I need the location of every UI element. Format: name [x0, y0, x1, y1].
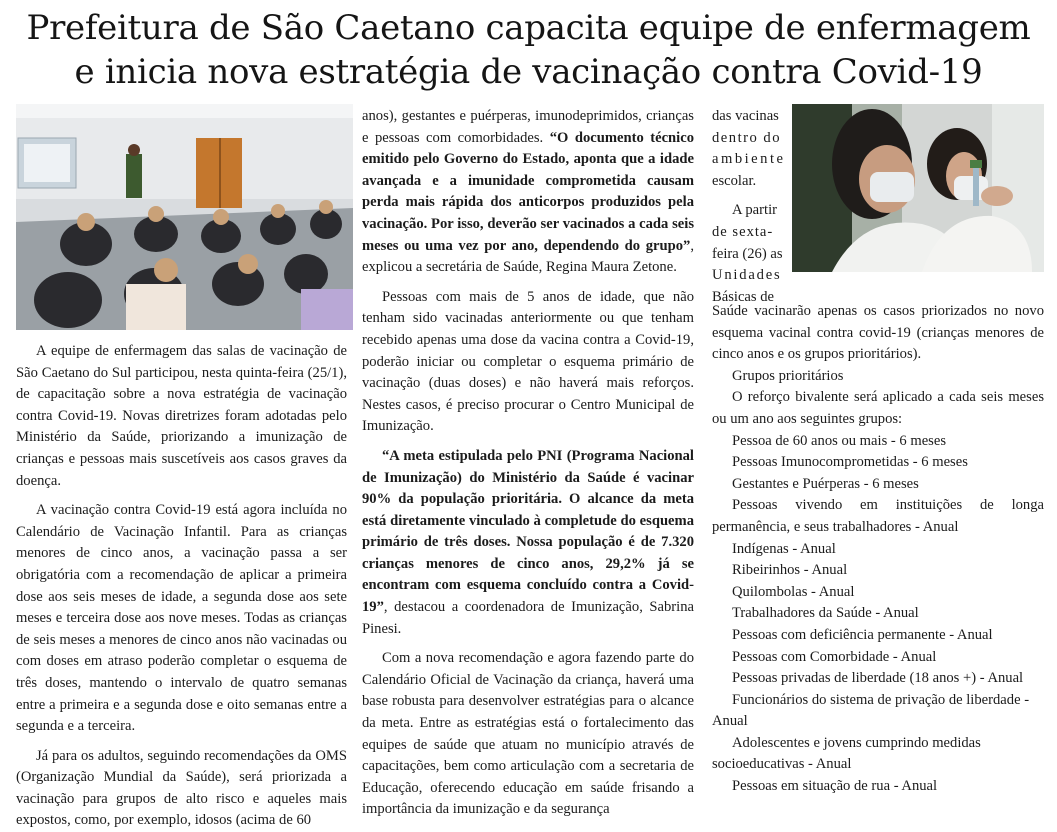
article-column-2	[362, 106, 694, 821]
list-item: Funcionários do sistema de privação de liberdade - Anual	[712, 691, 1030, 730]
quote-secretary: “O documento técnico emitido pelo Governo do Estado, aponta que a idade avançada e a imunidade comprometida causam perda mais rápida dos anticorpos produzidos pela vacinação. Por isso, deverão ser vacinados a cada seis meses ou uma vez por ano, dependendo do grupo”	[362, 129, 694, 254]
paragraph: Já para os adultos, seguindo recomendações da OMS (Organização Mundial da Saúde), será priorizada a vacinação para grupos de alto risco e aqueles mais expostos, como, por exemplo, idosos (acima de 60	[16, 747, 347, 829]
paragraph	[362, 106, 694, 279]
article-column-3	[712, 301, 1044, 798]
article-column-3-wrap	[712, 106, 788, 308]
article-headline	[0, 6, 1057, 94]
list-item: Pessoas com Comorbidade - Anual	[732, 648, 937, 665]
text-line: feira (26) as	[712, 245, 783, 262]
list-item: Trabalhadores da Saúde - Anual	[732, 605, 919, 622]
list-item: Pessoas privadas de liberdade (18 anos +) - Anual	[732, 670, 1024, 687]
list-item: Ribeirinhos - Anual	[732, 562, 848, 579]
vaccination-photo	[792, 104, 1044, 272]
paragraph: Com a nova recomendação e agora fazendo parte do Calendário Oficial de Vacinação da criança, haverá uma base robusta para desenvolver estratégias para o alcance da meta. Entre as estratégias está o fortalecimento das equipes de saúde que atuam no município através de capacitações, bem como articulação com a secretaria de Educação, oferecendo educação em saúde frisando a importância da imunização e da segurança	[362, 650, 694, 818]
text-line: de sexta-	[712, 223, 774, 240]
text-line: ambiente	[712, 151, 786, 168]
text-line: das vacinas	[712, 108, 779, 124]
list-item: Pessoa de 60 anos ou mais - 6 meses	[732, 432, 947, 449]
list-item: Pessoas Imunocomprometidas - 6 meses	[732, 454, 968, 471]
paragraph-text: , explicou a secretária de Saúde, Regina Maura Zetone.	[362, 237, 694, 276]
text-line: dentro do	[712, 129, 782, 146]
list-item: Indígenas - Anual	[732, 540, 836, 557]
paragraph: A equipe de enfermagem das salas de vacinação de São Caetano do Sul participou, nesta quinta-feira (25/1), de capacitação sobre a nova estratégia de vacinação contra Covid-19. Novas diretrizes foram adotadas pelo Ministério da Saúde, priorizando a imunização de crianças e pessoas mais suscetíveis aos casos graves da doença.	[16, 343, 347, 489]
paragraph: A vacinação contra Covid-19 está agora incluída no Calendário de Vacinação Infantil. Para as crianças menores de cinco anos, a vacinação passa a ser obrigatória com a recomendação de aplicar a primeira dose aos seis meses de idade, a segunda dose aos sete meses e terceira dose aos nove meses. Todas as crianças de seis meses a menores de cinco anos não vacinadas ou com doses em atraso poderão completar o esquema de três doses, mantendo o intervalo de quatro semanas entre a primeira e a segunda dose e oito semanas entre a segunda e a terceira.	[16, 502, 347, 735]
text-line: Unidades	[712, 267, 782, 284]
headline-line-2: e inicia nova estratégia de vacinação contra Covid-19	[74, 52, 983, 92]
text-line: escolar.	[712, 172, 757, 189]
list-item: Pessoas com deficiência permanente - Anual	[732, 626, 993, 643]
paragraph: O reforço bivalente será aplicado a cada seis meses ou um ano aos seguintes grupos:	[712, 389, 1044, 427]
text-line: Básicas de	[712, 288, 775, 305]
article-column-1	[16, 341, 347, 832]
headline-line-1: Prefeitura de São Caetano capacita equipe de enfermagem	[26, 8, 1031, 48]
list-item: Gestantes e Puérperas - 6 meses	[732, 475, 919, 492]
paragraph-text: anos), gestantes e puérperas, imunodeprimidos, crianças e pessoas com comorbidades.	[362, 108, 694, 146]
paragraph: Pessoas com mais de 5 anos de idade, que não tenham sido vacinadas anteriormente ou que tenham recebido apenas uma dose da vacina contra a Covid-19, poderão iniciar ou completar o esquema primário de vacinação (duas doses) e não haverá mais reforços. Nestes casos, é preciso procurar o Centro Municipal de Imunização.	[362, 288, 694, 435]
training-session-photo	[16, 104, 353, 330]
paragraph	[362, 446, 694, 640]
paragraph: Saúde vacinarão apenas os casos priorizados no novo esquema vacinal contra covid-19 (crianças menores de cinco anos e os grupos prioritários).	[712, 303, 1044, 363]
priority-groups-list	[712, 431, 1044, 798]
list-item: Pessoas vivendo em instituições de longa permanência, e seus trabalhadores - Anual	[712, 497, 1044, 535]
text-line: A partir	[732, 202, 777, 219]
list-item: Quilombolas - Anual	[732, 583, 855, 600]
list-item: Pessoas em situação de rua - Anual	[732, 778, 938, 795]
paragraph-text: , destacou a coordenadora de Imunização, Sabrina Pinesi.	[362, 599, 694, 637]
quote-coordinator: “A meta estipulada pelo PNI (Programa Nacional de Imunização) do Ministério da Saúde é vacinar 90% da população prioritária. O alcance da meta está diretamente vinculado à completude do esquema primário de três doses. Nossa população é de 7.320 crianças menores de cinco anos, 29,2% já se encontram com esquema concluído contra a Covid-19”	[362, 447, 694, 616]
list-item: Adolescentes e jovens cumprindo medidas socioeducativas - Anual	[712, 734, 981, 773]
groups-heading: Grupos prioritários	[732, 367, 844, 384]
